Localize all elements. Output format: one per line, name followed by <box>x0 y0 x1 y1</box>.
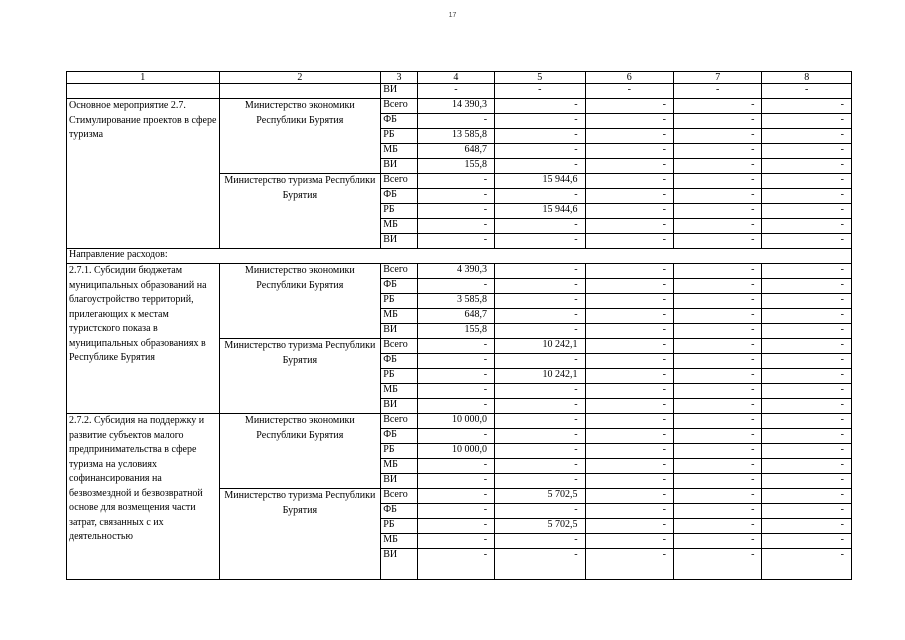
value-cell: - <box>585 444 673 459</box>
value-cell: - <box>673 324 761 339</box>
responsible-executor: Министерство туризма Республики Бурятия <box>219 174 381 249</box>
value-cell: - <box>673 234 761 249</box>
responsible-executor: Министерство туризма Республики Бурятия <box>219 489 381 580</box>
value-cell: - <box>417 234 494 249</box>
source-cell: ВИ <box>381 399 418 414</box>
value-cell: - <box>585 264 673 279</box>
value-cell: - <box>585 504 673 519</box>
value-cell: - <box>673 204 761 219</box>
value-cell: - <box>673 414 761 429</box>
value-cell: - <box>762 549 852 580</box>
value-cell: 648,7 <box>417 309 494 324</box>
header-cell: 8 <box>762 72 852 84</box>
source-cell: ФБ <box>381 279 418 294</box>
section-note: Направление расходов: <box>67 249 852 264</box>
value-cell: - <box>495 444 585 459</box>
source-cell: МБ <box>381 459 418 474</box>
value-cell: - <box>585 219 673 234</box>
source-cell: Всего <box>381 414 418 429</box>
source-cell: МБ <box>381 219 418 234</box>
value-cell: - <box>673 384 761 399</box>
value-cell: - <box>417 339 494 354</box>
value-cell: - <box>762 144 852 159</box>
value-cell: - <box>762 429 852 444</box>
value-cell: - <box>762 474 852 489</box>
header-cell: 4 <box>417 72 494 84</box>
value-cell: - <box>585 384 673 399</box>
source-cell: РБ <box>381 519 418 534</box>
value-cell: - <box>673 99 761 114</box>
value-cell: - <box>762 84 852 99</box>
value-cell: - <box>673 309 761 324</box>
value-cell: - <box>673 174 761 189</box>
empty-cell <box>219 84 381 99</box>
value-cell: - <box>585 399 673 414</box>
value-cell: - <box>495 324 585 339</box>
value-cell: - <box>762 234 852 249</box>
responsible-executor: Министерство экономики Республики Бурятия <box>219 99 381 174</box>
value-cell: - <box>673 504 761 519</box>
value-cell: - <box>762 459 852 474</box>
value-cell: - <box>495 294 585 309</box>
source-cell: ВИ <box>381 234 418 249</box>
value-cell: - <box>762 279 852 294</box>
value-cell: 10 242,1 <box>495 339 585 354</box>
value-cell: - <box>673 129 761 144</box>
value-cell: - <box>673 219 761 234</box>
value-cell: - <box>495 474 585 489</box>
source-cell: МБ <box>381 534 418 549</box>
value-cell: - <box>417 189 494 204</box>
value-cell: - <box>673 399 761 414</box>
source-cell: РБ <box>381 129 418 144</box>
value-cell: - <box>762 309 852 324</box>
value-cell: - <box>417 84 494 99</box>
value-cell: - <box>417 369 494 384</box>
value-cell: - <box>495 309 585 324</box>
value-cell: 155,8 <box>417 324 494 339</box>
table-row <box>67 264 852 279</box>
value-cell: - <box>585 309 673 324</box>
value-cell: - <box>495 234 585 249</box>
value-cell: - <box>417 384 494 399</box>
source-cell: ВИ <box>381 549 418 580</box>
value-cell: - <box>762 339 852 354</box>
value-cell: - <box>585 414 673 429</box>
value-cell: - <box>673 429 761 444</box>
value-cell: - <box>495 219 585 234</box>
value-cell: - <box>495 399 585 414</box>
value-cell: - <box>495 414 585 429</box>
source-cell: РБ <box>381 369 418 384</box>
measure-description: 2.7.2. Субсидия на поддержку и развитие субъектов малого предпринимательства в сфере туризма на условиях софинансирования на безвозмездной и безвозвратной основе для возмещения части затрат, связанных с их деятельностью <box>67 414 220 580</box>
value-cell: 13 585,8 <box>417 129 494 144</box>
value-cell: - <box>495 549 585 580</box>
source-cell: ФБ <box>381 189 418 204</box>
value-cell: - <box>673 144 761 159</box>
value-cell: 5 702,5 <box>495 519 585 534</box>
source-cell: Всего <box>381 264 418 279</box>
value-cell: - <box>762 534 852 549</box>
value-cell: - <box>417 219 494 234</box>
source-cell: ФБ <box>381 429 418 444</box>
source-cell: ВИ <box>381 474 418 489</box>
value-cell: - <box>762 129 852 144</box>
value-cell: - <box>495 84 585 99</box>
value-cell: - <box>673 339 761 354</box>
value-cell: - <box>495 144 585 159</box>
value-cell: - <box>762 324 852 339</box>
value-cell: - <box>417 549 494 580</box>
value-cell: - <box>585 204 673 219</box>
empty-cell <box>67 84 220 99</box>
value-cell: - <box>762 159 852 174</box>
page-number: 17 <box>448 12 457 19</box>
value-cell: - <box>495 114 585 129</box>
value-cell: - <box>762 444 852 459</box>
value-cell: - <box>585 129 673 144</box>
source-cell: РБ <box>381 444 418 459</box>
source-cell: ФБ <box>381 354 418 369</box>
measure-description: 2.7.1. Субсидии бюджетам муниципальных образований на благоустройство территорий, прилегающих к местам туристского показа в муниципальных образованиях в Республике Бурятия <box>67 264 220 414</box>
source-cell: МБ <box>381 384 418 399</box>
table-row <box>67 414 852 429</box>
value-cell: 10 000,0 <box>417 444 494 459</box>
value-cell: - <box>762 204 852 219</box>
value-cell: - <box>495 354 585 369</box>
value-cell: - <box>585 189 673 204</box>
value-cell: - <box>585 144 673 159</box>
value-cell: - <box>585 354 673 369</box>
value-cell: - <box>417 399 494 414</box>
source-cell: РБ <box>381 294 418 309</box>
value-cell: - <box>673 489 761 504</box>
value-cell: - <box>585 369 673 384</box>
value-cell: 648,7 <box>417 144 494 159</box>
value-cell: - <box>585 519 673 534</box>
table-row <box>67 99 852 114</box>
value-cell: - <box>585 279 673 294</box>
header-cell: 5 <box>495 72 585 84</box>
value-cell: - <box>585 324 673 339</box>
value-cell: - <box>585 294 673 309</box>
budget-table <box>66 71 852 580</box>
value-cell: - <box>762 414 852 429</box>
value-cell: - <box>762 519 852 534</box>
value-cell: - <box>495 459 585 474</box>
value-cell: - <box>585 534 673 549</box>
continuation-row <box>67 84 852 99</box>
value-cell: 10 242,1 <box>495 369 585 384</box>
value-cell: - <box>762 99 852 114</box>
header-cell: 3 <box>381 72 418 84</box>
value-cell: 10 000,0 <box>417 414 494 429</box>
source-cell: ВИ <box>381 159 418 174</box>
value-cell: - <box>585 99 673 114</box>
source-cell: Всего <box>381 174 418 189</box>
value-cell: 5 702,5 <box>495 489 585 504</box>
value-cell: - <box>585 174 673 189</box>
value-cell: - <box>762 504 852 519</box>
value-cell: - <box>417 429 494 444</box>
value-cell: - <box>417 489 494 504</box>
value-cell: - <box>673 459 761 474</box>
value-cell: - <box>673 369 761 384</box>
value-cell: - <box>585 549 673 580</box>
value-cell: - <box>495 429 585 444</box>
header-cell: 2 <box>219 72 381 84</box>
value-cell: - <box>417 459 494 474</box>
value-cell: - <box>495 279 585 294</box>
value-cell: - <box>417 114 494 129</box>
value-cell: - <box>417 519 494 534</box>
value-cell: - <box>762 114 852 129</box>
value-cell: - <box>417 174 494 189</box>
source-cell: Всего <box>381 489 418 504</box>
value-cell: - <box>762 189 852 204</box>
value-cell: - <box>762 294 852 309</box>
responsible-executor: Министерство туризма Республики Бурятия <box>219 339 381 414</box>
value-cell: 4 390,3 <box>417 264 494 279</box>
value-cell: 14 390,3 <box>417 99 494 114</box>
value-cell: 15 944,6 <box>495 174 585 189</box>
value-cell: - <box>673 534 761 549</box>
value-cell: - <box>673 84 761 99</box>
value-cell: - <box>585 159 673 174</box>
value-cell: - <box>762 399 852 414</box>
value-cell: - <box>673 264 761 279</box>
value-cell: - <box>417 504 494 519</box>
source-cell: МБ <box>381 309 418 324</box>
source-cell: Всего <box>381 339 418 354</box>
value-cell: - <box>673 114 761 129</box>
source-cell: Всего <box>381 99 418 114</box>
value-cell: 15 944,6 <box>495 204 585 219</box>
value-cell: 3 585,8 <box>417 294 494 309</box>
source-cell: ФБ <box>381 114 418 129</box>
responsible-executor: Министерство экономики Республики Бурятия <box>219 264 381 339</box>
value-cell: - <box>495 129 585 144</box>
value-cell: 155,8 <box>417 159 494 174</box>
value-cell: - <box>673 294 761 309</box>
value-cell: - <box>762 384 852 399</box>
value-cell: - <box>673 279 761 294</box>
value-cell: - <box>762 354 852 369</box>
value-cell: - <box>495 504 585 519</box>
value-cell: - <box>495 264 585 279</box>
value-cell: - <box>762 219 852 234</box>
value-cell: - <box>762 489 852 504</box>
table-body <box>67 84 852 580</box>
value-cell: - <box>673 189 761 204</box>
value-cell: - <box>673 474 761 489</box>
value-cell: - <box>495 384 585 399</box>
header-cell: 6 <box>585 72 673 84</box>
value-cell: - <box>673 159 761 174</box>
value-cell: - <box>673 444 761 459</box>
value-cell: - <box>417 474 494 489</box>
source-cell: ВИ <box>381 84 418 99</box>
value-cell: - <box>417 279 494 294</box>
source-cell: ВИ <box>381 324 418 339</box>
value-cell: - <box>417 354 494 369</box>
value-cell: - <box>417 534 494 549</box>
value-cell: - <box>585 114 673 129</box>
header-row <box>67 72 852 84</box>
section-note-row <box>67 249 852 264</box>
value-cell: - <box>495 534 585 549</box>
responsible-executor: Министерство экономики Республики Бурятия <box>219 414 381 489</box>
value-cell: - <box>585 84 673 99</box>
value-cell: - <box>495 99 585 114</box>
value-cell: - <box>585 339 673 354</box>
value-cell: - <box>585 459 673 474</box>
source-cell: РБ <box>381 204 418 219</box>
source-cell: ФБ <box>381 504 418 519</box>
value-cell: - <box>585 234 673 249</box>
value-cell: - <box>495 189 585 204</box>
header-cell: 1 <box>67 72 220 84</box>
value-cell: - <box>585 474 673 489</box>
value-cell: - <box>495 159 585 174</box>
value-cell: - <box>673 549 761 580</box>
value-cell: - <box>673 354 761 369</box>
value-cell: - <box>762 369 852 384</box>
value-cell: - <box>673 519 761 534</box>
header-cell: 7 <box>673 72 761 84</box>
value-cell: - <box>585 489 673 504</box>
value-cell: - <box>762 174 852 189</box>
value-cell: - <box>417 204 494 219</box>
measure-description: Основное мероприятие 2.7. Стимулирование проектов в сфере туризма <box>67 99 220 249</box>
value-cell: - <box>585 429 673 444</box>
value-cell: - <box>762 264 852 279</box>
table-header <box>67 72 852 84</box>
source-cell: МБ <box>381 144 418 159</box>
